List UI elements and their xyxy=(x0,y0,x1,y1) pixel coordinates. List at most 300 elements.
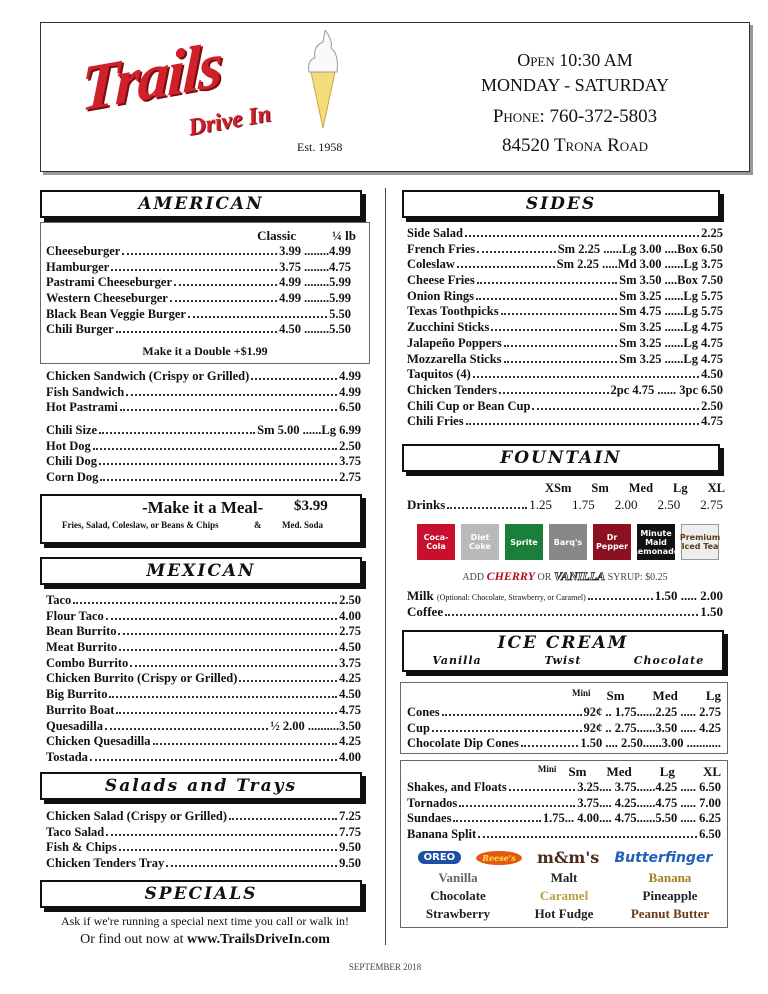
store-info xyxy=(440,48,710,158)
menu-item xyxy=(46,260,351,276)
item-price: 4.99 xyxy=(339,369,361,383)
leader-dots xyxy=(170,300,277,302)
item-name: Chili Burger xyxy=(46,322,114,337)
menu-item xyxy=(407,352,723,368)
shake-flavors xyxy=(405,870,723,924)
item-price: 4.75 xyxy=(339,702,361,717)
item-price: 4.00 xyxy=(339,749,361,764)
col-quarter-lb: ¼ lb xyxy=(332,228,356,243)
leader-dots xyxy=(99,432,255,434)
menu-item xyxy=(46,291,351,307)
item-name: Cones xyxy=(407,705,440,719)
menu-item xyxy=(407,383,723,399)
address: 84520 Trona Road xyxy=(502,135,648,156)
leader-dots xyxy=(106,618,337,620)
size-label: Med xyxy=(628,481,654,495)
drink-brand-logo: Minute Maid Lemonade xyxy=(637,524,675,560)
item-price: 4.00 xyxy=(339,608,361,623)
drink-brand-logos xyxy=(417,524,725,560)
drink-brand-logo: Diet Coke xyxy=(461,524,499,560)
menu-item xyxy=(407,736,721,752)
menu-date: SEPTEMBER 2018 xyxy=(348,962,422,972)
item-name: Meat Burrito xyxy=(46,640,118,655)
item-price: Sm 2.25 ......Lg 3.00 ....Box 6.50 xyxy=(557,241,723,256)
menu-item xyxy=(407,780,721,796)
shake-flavor: Vanilla xyxy=(438,870,478,885)
item-name: Chili Size xyxy=(46,423,98,437)
menu-item xyxy=(46,687,361,703)
item-price: 4.25 xyxy=(339,671,361,686)
menu-item xyxy=(407,304,723,320)
item-price: 2.75 xyxy=(339,624,361,639)
item-price: 3.75.... 4.25......4.75 ..... 7.00 xyxy=(577,795,721,810)
leader-dots xyxy=(432,730,582,732)
shake-flavor: Pineapple xyxy=(642,888,698,903)
item-name: Hamburger xyxy=(46,259,110,274)
trails-logo xyxy=(79,27,290,160)
leader-dots xyxy=(532,408,699,410)
item-name: Pastrami Cheeseburger xyxy=(46,275,173,290)
item-price: 2.25 xyxy=(701,226,723,240)
item-price: 3.99 ........4.99 xyxy=(279,244,351,258)
item-name: Burrito Boat xyxy=(46,702,115,717)
leader-dots xyxy=(588,598,653,600)
item-price: 3.75 ........4.75 xyxy=(279,259,351,274)
col-classic: Classic xyxy=(257,228,297,243)
leader-dots xyxy=(126,394,337,396)
item-name: Chili Cup or Bean Cup xyxy=(407,398,531,413)
drinks-row xyxy=(407,497,723,513)
meal-price: $3.99 xyxy=(294,498,328,514)
menu-item xyxy=(46,624,361,640)
item-price: 92¢ .. 1.75......2.25 ..... 2.75 xyxy=(583,705,721,719)
leader-dots xyxy=(229,818,337,820)
item-name: Taco xyxy=(46,593,72,607)
item-price: 4.50 ........5.50 xyxy=(279,322,351,337)
mexican-list xyxy=(46,593,361,766)
leader-dots xyxy=(477,282,617,284)
leader-dots xyxy=(119,849,337,851)
leader-dots xyxy=(509,789,576,791)
menu-item xyxy=(46,369,361,385)
item-name: Cup xyxy=(407,720,430,735)
specials-note: Ask if we're running a special next time you call or walk in! xyxy=(60,914,350,928)
drink-price: 2.00 xyxy=(614,497,638,512)
soft-serve-flavors xyxy=(404,654,722,668)
item-name: Bean Burrito xyxy=(46,624,117,639)
drink-brand-logo: Sprite xyxy=(505,524,543,560)
item-name: French Fries xyxy=(407,241,476,256)
item-name: Coleslaw xyxy=(407,257,455,272)
leader-dots xyxy=(153,743,338,745)
item-price: 4.99 ........5.99 xyxy=(279,275,351,290)
drink-price: 2.50 xyxy=(657,497,681,512)
item-name: Combo Burrito xyxy=(46,655,129,670)
syrup-cherry: CHERRY xyxy=(486,569,536,583)
leader-dots xyxy=(459,805,575,807)
menu-item xyxy=(407,721,721,737)
leader-dots xyxy=(130,665,337,667)
item-price: 2pc 4.75 ...... 3pc 6.50 xyxy=(610,382,723,397)
size-label: Mini xyxy=(537,764,557,774)
burger-list xyxy=(46,244,351,338)
leader-dots xyxy=(476,298,617,300)
item-name: Side Salad xyxy=(407,226,463,240)
menu-item xyxy=(46,439,361,455)
leader-dots xyxy=(504,361,618,363)
item-price: 4.50 xyxy=(339,687,361,702)
item-price: 5.50 xyxy=(329,306,351,321)
item-price: ½ 2.00 ..........3.50 xyxy=(270,718,361,733)
ice-cream-cone-icon xyxy=(303,30,343,130)
menu-item xyxy=(46,656,361,672)
oreo-logo: OREO xyxy=(418,851,462,864)
milk-name: Milk xyxy=(407,588,434,603)
item-name: Chicken Tenders xyxy=(407,382,497,397)
burger-size-header xyxy=(46,228,356,244)
item-price: 2.75 xyxy=(339,470,361,485)
leader-dots xyxy=(116,331,277,333)
leader-dots xyxy=(445,614,698,616)
item-name: Mozzarella Sticks xyxy=(407,351,502,366)
item-price: 9.50 xyxy=(339,840,361,855)
menu-item xyxy=(407,257,723,273)
reeses-logo: Reese's xyxy=(476,851,521,865)
menu-item xyxy=(46,454,361,470)
item-price: 1.50 .... 2.50......3.00 ........... xyxy=(580,736,721,751)
item-price: 1.75... 4.00.... 4.75......5.50 ..... 6.25 xyxy=(542,811,721,826)
item-name: Zucchini Sticks xyxy=(407,320,490,335)
item-name: Tornados xyxy=(407,795,458,810)
item-name: Flour Taco xyxy=(46,608,104,623)
item-name: Quesadilla xyxy=(46,718,103,733)
leader-dots xyxy=(442,714,582,716)
size-label: Sm xyxy=(591,481,609,495)
topping-logos xyxy=(410,848,720,867)
size-label: Lg xyxy=(673,481,688,495)
item-price: 7.75 xyxy=(339,824,361,839)
leader-dots xyxy=(174,284,277,286)
shake-flavor: Caramel xyxy=(539,888,589,903)
syrup-line xyxy=(400,569,730,584)
leader-dots xyxy=(109,696,337,698)
item-price: Sm 3.25 ......Lg 4.75 xyxy=(619,320,723,335)
mexican-heading: MEXICAN xyxy=(40,557,362,585)
leader-dots xyxy=(106,834,337,836)
milk-coffee xyxy=(407,588,723,619)
size-label: Med xyxy=(652,688,678,703)
menu-item xyxy=(407,226,723,242)
item-name: Chicken Salad (Crispy or Grilled) xyxy=(46,809,228,823)
menu-item xyxy=(46,593,361,609)
hours: Open 10:30 AM xyxy=(517,50,633,70)
specials-heading: SPECIALS xyxy=(40,880,362,908)
mms-logo: m&m's xyxy=(537,848,600,867)
leader-dots xyxy=(120,409,337,411)
butterfinger-logo: Butterfinger xyxy=(614,849,713,866)
website-link[interactable]: www.TrailsDriveIn.com xyxy=(187,932,330,947)
item-name: Banana Split xyxy=(407,827,477,842)
leader-dots xyxy=(466,423,700,425)
item-name: Big Burrito xyxy=(46,687,108,702)
item-price: 2.50 xyxy=(701,398,723,413)
menu-item xyxy=(46,609,361,625)
menu-item xyxy=(46,423,361,439)
item-name: Chili Fries xyxy=(407,414,464,429)
leader-dots xyxy=(473,376,699,378)
menu-item xyxy=(46,640,361,656)
flavor: Twist xyxy=(544,654,582,667)
item-name: Onion Rings xyxy=(407,288,475,303)
syrup-add: ADD xyxy=(462,572,485,583)
drink-price: 1.75 xyxy=(572,497,595,512)
item-name: Fish & Chips xyxy=(46,840,117,855)
item-price: Sm 2.25 .....Md 3.00 ......Lg 3.75 xyxy=(556,257,723,272)
drink-price: 2.75 xyxy=(700,497,723,512)
flavor: Vanilla xyxy=(432,654,482,667)
item-price: 4.99 ........5.99 xyxy=(279,291,351,306)
size-label: Lg xyxy=(659,764,675,779)
leader-dots xyxy=(477,251,556,253)
item-price: Sm 4.75 ......Lg 5.75 xyxy=(619,304,723,319)
icecream-heading: ICE CREAM xyxy=(497,633,629,653)
leader-dots xyxy=(90,759,337,761)
leader-dots xyxy=(453,820,540,822)
leader-dots xyxy=(116,712,337,714)
menu-item xyxy=(407,289,723,305)
menu-item xyxy=(46,856,361,872)
drinks-label: Drinks xyxy=(407,497,446,512)
leader-dots xyxy=(499,392,609,394)
size-label: Lg xyxy=(705,688,721,703)
leader-dots xyxy=(111,269,277,271)
milk-price: 1.50 ..... 2.00 xyxy=(654,588,723,603)
leader-dots xyxy=(100,479,337,481)
leader-dots xyxy=(465,235,699,237)
leader-dots xyxy=(239,680,337,682)
menu-item xyxy=(407,320,723,336)
item-price: 3.75 xyxy=(339,655,361,670)
phone: Phone: 760-372-5803 xyxy=(492,106,658,127)
item-price: 2.50 xyxy=(339,593,361,607)
menu-item xyxy=(46,703,361,719)
item-name: Texas Toothpicks xyxy=(407,304,499,319)
meal-box xyxy=(40,494,362,544)
flavor-row xyxy=(405,870,723,888)
sandwich-list xyxy=(46,369,361,416)
hotdog-list xyxy=(46,423,361,486)
item-name: Corn Dog xyxy=(46,470,99,485)
drink-brand-logo: Dr Pepper xyxy=(593,524,631,560)
syrup-vanilla: VANILLA xyxy=(553,569,606,583)
menu-item xyxy=(407,414,723,430)
shake-flavor: Peanut Butter xyxy=(630,906,710,921)
size-label: XL xyxy=(707,481,725,495)
item-price: 4.99 xyxy=(339,384,361,399)
menu-item xyxy=(46,719,361,735)
item-price: Sm 5.00 ......Lg 6.99 xyxy=(257,423,361,437)
item-price: Sm 3.25 ......Lg 5.75 xyxy=(619,288,723,303)
menu-item xyxy=(46,244,351,260)
item-name: Chicken Burrito (Crispy or Grilled) xyxy=(46,671,238,686)
menu-item xyxy=(46,671,361,687)
menu-item xyxy=(46,750,361,766)
cones-size-header xyxy=(407,688,721,704)
leader-dots xyxy=(122,253,277,255)
menu-item xyxy=(46,307,351,323)
shakes-size-header xyxy=(407,764,721,780)
menu-item xyxy=(407,811,721,827)
menu-item xyxy=(46,840,361,856)
item-price: Sm 3.25 ......Lg 4.75 xyxy=(619,335,723,350)
leader-dots xyxy=(93,448,337,450)
size-label: Med xyxy=(606,764,632,779)
item-name: Cheeseburger xyxy=(46,244,121,258)
menu-item xyxy=(46,470,361,486)
specials-website-line xyxy=(40,932,370,948)
drink-price: 1.25 xyxy=(529,497,553,512)
item-name: Cheese Fries xyxy=(407,273,475,288)
size-label: Mini xyxy=(571,688,591,698)
established-year: Est. 1958 xyxy=(297,140,343,154)
item-price: 3.75 xyxy=(339,454,361,469)
drink-brand-logo: Barq's xyxy=(549,524,587,560)
meal-drink: Med. Soda xyxy=(282,520,324,530)
shakes-list xyxy=(407,780,721,843)
meal-and: & xyxy=(254,520,262,530)
leader-dots xyxy=(105,728,268,730)
menu-item xyxy=(46,322,351,338)
days: MONDAY - SATURDAY xyxy=(480,75,670,95)
item-price: 9.50 xyxy=(339,856,361,871)
salads-list xyxy=(46,809,361,872)
size-label: Sm xyxy=(606,688,625,703)
coffee-price: 1.50 xyxy=(700,603,723,619)
syrup-price: SYRUP: $0.25 xyxy=(607,572,668,583)
item-name: Chocolate Dip Cones xyxy=(407,736,519,751)
menu-item xyxy=(46,400,361,416)
item-name: Western Cheeseburger xyxy=(46,291,168,306)
leader-dots xyxy=(166,865,337,867)
item-name: Hot Dog xyxy=(46,438,91,453)
drink-brand-logo: Premium Iced Tea xyxy=(681,524,719,560)
leader-dots xyxy=(119,649,337,651)
menu-item xyxy=(407,242,723,258)
cones-list xyxy=(407,705,721,752)
item-name: Hot Pastrami xyxy=(46,400,118,415)
column-divider xyxy=(385,188,386,945)
salads-heading: Salads and Trays xyxy=(40,772,362,800)
milk-note: (Optional: Chocolate, Strawberry, or Caramel) xyxy=(436,593,586,602)
coffee-name: Coffee xyxy=(407,603,444,619)
flavor: Chocolate xyxy=(633,654,705,667)
item-price: 7.25 xyxy=(339,809,361,823)
leader-dots xyxy=(478,836,697,838)
item-name: Chili Dog xyxy=(46,454,98,469)
sides-list xyxy=(407,226,723,430)
drink-brand-logo: Coca-Cola xyxy=(417,524,455,560)
item-name: Chicken Sandwich (Crispy or Grilled) xyxy=(46,369,250,383)
item-name: Sundaes xyxy=(407,811,452,826)
size-label: XL xyxy=(702,764,721,779)
leader-dots xyxy=(501,313,618,315)
shake-flavor: Strawberry xyxy=(425,906,491,921)
menu-item xyxy=(407,705,721,721)
leader-dots xyxy=(99,463,337,465)
item-price: 4.75 xyxy=(701,414,723,429)
leader-dots xyxy=(447,497,527,509)
logo-subtitle: Drive In xyxy=(186,100,273,142)
leader-dots xyxy=(188,316,327,318)
menu-item xyxy=(46,275,351,291)
meal-sides: Fries, Salad, Coleslaw, or Beans & Chips xyxy=(62,520,219,530)
menu-item xyxy=(46,809,361,825)
logo-title: Trails xyxy=(79,27,223,126)
item-price: 4.50 xyxy=(339,640,361,655)
menu-item xyxy=(46,825,361,841)
shake-flavor: Chocolate xyxy=(430,888,486,903)
flavor-row xyxy=(405,888,723,906)
menu-item xyxy=(407,399,723,415)
leader-dots xyxy=(73,602,337,604)
item-name: Chicken Quesadilla xyxy=(46,734,151,749)
leader-dots xyxy=(118,633,337,635)
flavor-row xyxy=(405,906,723,924)
item-name: Chicken Tenders Tray xyxy=(46,856,165,871)
menu-item xyxy=(407,827,721,843)
item-price: 3.25.... 3.75......4.25 ..... 6.50 xyxy=(577,780,721,794)
leader-dots xyxy=(457,266,555,268)
menu-item xyxy=(407,367,723,383)
syrup-or: OR xyxy=(537,572,552,583)
item-name: Black Bean Veggie Burger xyxy=(46,306,186,321)
item-price: 6.50 xyxy=(339,400,361,415)
american-heading: AMERICAN xyxy=(40,190,362,218)
item-price: Sm 3.25 ......Lg 4.75 xyxy=(619,351,723,366)
item-name: Fish Sandwich xyxy=(46,384,125,399)
website-prefix: Or find out now at xyxy=(80,932,188,947)
item-price: 2.50 xyxy=(339,438,361,453)
fountain-heading: FOUNTAIN xyxy=(402,444,720,472)
leader-dots xyxy=(251,378,337,380)
sides-heading: SIDES xyxy=(402,190,720,218)
menu-item xyxy=(46,734,361,750)
item-price: Sm 3.50 ....Box 7.50 xyxy=(619,273,723,288)
item-name: Tostada xyxy=(46,749,88,764)
menu-item xyxy=(407,273,723,289)
make-double-note: Make it a Double +$1.99 xyxy=(142,344,268,358)
item-name: Jalapeño Poppers xyxy=(407,335,502,350)
item-price: 4.25 xyxy=(339,734,361,749)
shake-flavor: Malt xyxy=(550,870,578,885)
fountain-sizes xyxy=(545,481,725,496)
meal-title: -Make it a Meal- xyxy=(142,498,264,517)
shake-flavor: Hot Fudge xyxy=(534,906,594,921)
shake-flavor: Banana xyxy=(648,870,692,885)
menu-item xyxy=(46,385,361,401)
item-name: Shakes, and Floats xyxy=(407,780,507,794)
leader-dots xyxy=(521,745,579,747)
menu-item xyxy=(407,796,721,812)
menu-item xyxy=(407,336,723,352)
size-label: Sm xyxy=(568,764,587,779)
item-price: 6.50 xyxy=(699,827,721,842)
leader-dots xyxy=(491,329,617,331)
item-price: 4.50 xyxy=(701,367,723,382)
item-name: Taco Salad xyxy=(46,824,105,839)
size-label: XSm xyxy=(545,481,572,495)
icecream-heading-box xyxy=(402,630,724,672)
